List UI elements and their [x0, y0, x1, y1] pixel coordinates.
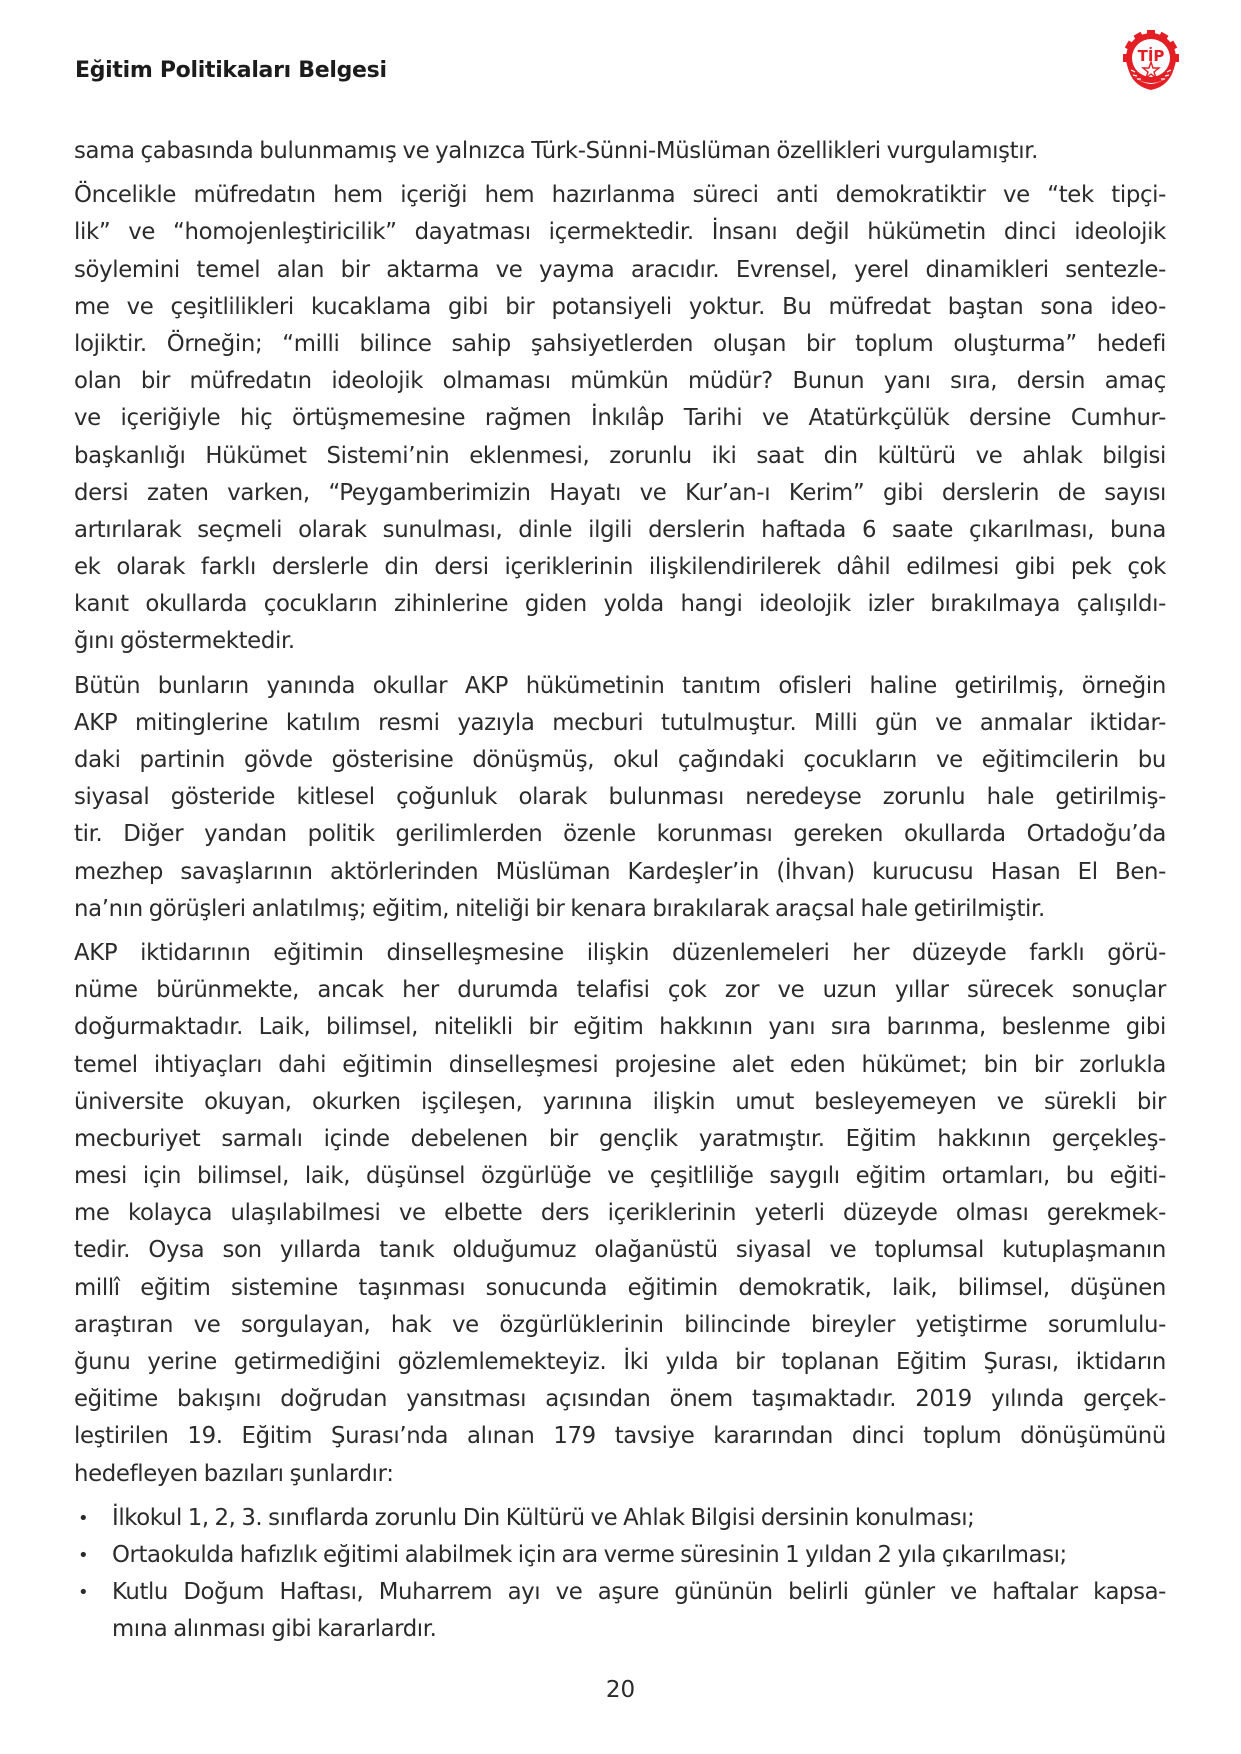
text-line: ğını göstermektedir.: [74, 628, 295, 655]
text-line: mesi için bilimsel, laik, düşünsel özgürlüğe ve çeşitliliğe saygılı eğitim ortamları, bu eğiti-: [74, 1163, 1166, 1190]
text-line: hedefleyen bazıları şunlardır:: [74, 1460, 394, 1487]
paragraph-4: [74, 935, 1166, 1493]
list-item: [74, 1537, 1166, 1574]
text-line: dersi zaten varken, “Peygamberimizin Hayatı ve Kur’an-ı Kerim” gibi derslerin de sayısı: [74, 479, 1166, 506]
paragraph-2: [74, 177, 1166, 660]
text-line: daki partinin gövde gösterisine dönüşmüş, okul çağındaki çocukların ve eğitimcilerin bu: [74, 747, 1166, 773]
body-text: [74, 133, 1166, 1649]
text-line: nüme bürünmekte, ancak her durumda telafisi çok zor ve uzun yıllar sürecek sonuçlar: [74, 977, 1166, 1004]
text-line: doğurmaktadır. Laik, bilimsel, nitelikli bir eğitim hakkının yanı sıra barınma, beslenme gibi: [74, 1014, 1166, 1041]
text-line: lik” ve “homojenleştiricilik” dayatması içermektedir. İnsanı değil hükümetin dinci ideolojik: [74, 219, 1166, 246]
text-line: ğunu yerine getirmediğini gözlemlemekteyiz. İki yılda bir toplanan Eğitim Şurası, iktidarın: [74, 1349, 1166, 1375]
text-line: kanıt okullarda çocukların zihinlerine giden yolda hangi ideolojik izler bırakılmaya çalışıldı-: [74, 591, 1166, 618]
text-line: eğitime bakışını doğrudan yansıtması açısından önem taşımaktadır. 2019 yılında gerçek-: [74, 1386, 1166, 1413]
paragraph-3: [74, 668, 1166, 928]
bullet-icon: •: [78, 1507, 89, 1529]
text-line: temel ihtiyaçları dahi eğitimin dinselleşmesi projesine alet eden hükümet; bin bir zorlukla: [74, 1051, 1166, 1078]
text-line: olan bir müfredatın ideolojik olmaması mümkün müdür? Bunun yanı sıra, dersin amaç: [74, 368, 1166, 395]
text-line: tir. Diğer yandan politik gerilimlerden özenle korunması gereken okullarda Ortadoğu’da: [74, 821, 1166, 848]
text-line: sama çabasında bulunmamış ve yalnızca Türk-Sünni-Müslüman özellikleri vurgulamıştır.: [74, 138, 1039, 164]
bullet-list: [74, 1500, 1166, 1649]
text-line: Bütün bunların yanında okullar AKP hükümetinin tanıtım ofisleri haline getirilmiş, örneğin: [74, 672, 1166, 699]
text-line: AKP iktidarının eğitimin dinselleşmesine ilişkin düzenlemeleri her düzeyde farklı görü-: [74, 939, 1166, 966]
page-number: 20: [605, 1677, 636, 1703]
text-line: söylemini temel alan bir aktarma ve yayma aracıdır. Evrensel, yerel dinamikleri sentezle-: [74, 256, 1166, 283]
text-line: tedir. Oysa son yıllarda tanık olduğumuz olağanüstü siyasal ve toplumsal kutuplaşmanın: [74, 1237, 1166, 1264]
bullet-icon: •: [78, 1544, 89, 1566]
text-line: başkanlığı Hükümet Sistemi’nin eklenmesi, zorunlu iki saat din kültürü ve ahlak bilgisi: [74, 442, 1166, 469]
bullet-icon: •: [78, 1582, 89, 1604]
text-line: lojiktir. Örneğin; “milli bilince sahip şahsiyetlerden oluşan bir toplum oluşturma” hedefi: [74, 330, 1166, 357]
text-line: araştıran ve sorgulayan, hak ve özgürlüklerinin bilincinde bireyler yetiştirme sorumlulu-: [74, 1311, 1166, 1338]
list-item: [74, 1574, 1166, 1648]
text-line: artırılarak seçmeli olarak sunulması, dinle ilgili derslerin haftada 6 saate çıkarılması, buna: [74, 516, 1166, 543]
text-line: Ortaokulda hafızlık eğitimi alabilmek için ara verme süresinin 1 yıldan 2 yıla çıkarılması;: [112, 1541, 1067, 1568]
text-line: üniversite okuyan, okurken işçileşen, yarınına ilişkin umut besleyemeyen ve sürekli bir: [74, 1088, 1166, 1115]
text-line: ek olarak farklı derslerle din dersi içeriklerinin ilişkilendirilerek dâhil edilmesi gibi pek çok: [74, 554, 1166, 581]
text-line: Kutlu Doğum Haftası, Muharrem ayı ve aşure gününün belirli günler ve haftalar kapsa-: [112, 1579, 1166, 1606]
text-line: ve içeriğiyle hiç örtüşmemesine rağmen İnkılâp Tarihi ve Atatürkçülük dersine Cumhur-: [74, 405, 1166, 432]
paragraph-1: [74, 133, 1166, 170]
text-line: AKP mitinglerine katılım resmi yazıyla mecburi tutulmuştur. Milli gün ve anmalar iktidar-: [74, 709, 1166, 736]
text-line: mezhep savaşlarının aktörlerinden Müslüman Kardeşler’in (İhvan) kurucusu Hasan El Ben-: [74, 858, 1166, 885]
document-title: Eğitim Politikaları Belgesi: [75, 58, 387, 83]
text-line: mecburiyet sarmalı içinde debelenen bir gençlik yaratmıştır. Eğitim hakkının gerçekleş-: [74, 1125, 1166, 1152]
text-line: mına alınması gibi kararlardır.: [112, 1616, 437, 1643]
text-line: İlkokul 1, 2, 3. sınıflarda zorunlu Din Kültürü ve Ahlak Bilgisi dersinin konulması;: [112, 1504, 975, 1531]
text-line: na’nın görüşleri anlatılmış; eğitim, niteliği bir kenara bırakılarak araçsal hale getirilmiştir.: [74, 895, 1045, 922]
list-item: [74, 1500, 1166, 1537]
text-line: millî eğitim sistemine taşınması sonucunda eğitimin demokratik, laik, bilimsel, düşünen: [74, 1274, 1166, 1301]
text-line: siyasal gösteride kitlesel çoğunluk olarak bulunması neredeyse zorunlu hale getirilmiş-: [74, 784, 1166, 811]
tip-party-logo-icon: [1117, 28, 1185, 96]
text-line: me kolayca ulaşılabilmesi ve elbette ders içeriklerinin yeterli düzeyde olması gerekmek-: [74, 1200, 1166, 1227]
logo-text: TİP: [1137, 47, 1165, 65]
text-line: Öncelikle müfredatın hem içeriği hem hazırlanma süreci anti demokratiktir ve “tek tipçi-: [74, 182, 1166, 209]
text-line: me ve çeşitlilikleri kucaklama gibi bir potansiyeli yoktur. Bu müfredat baştan sona ideo-: [74, 293, 1166, 320]
text-line: leştirilen 19. Eğitim Şurası’nda alınan 179 tavsiye kararından dinci toplum dönüşümünü: [74, 1423, 1166, 1450]
